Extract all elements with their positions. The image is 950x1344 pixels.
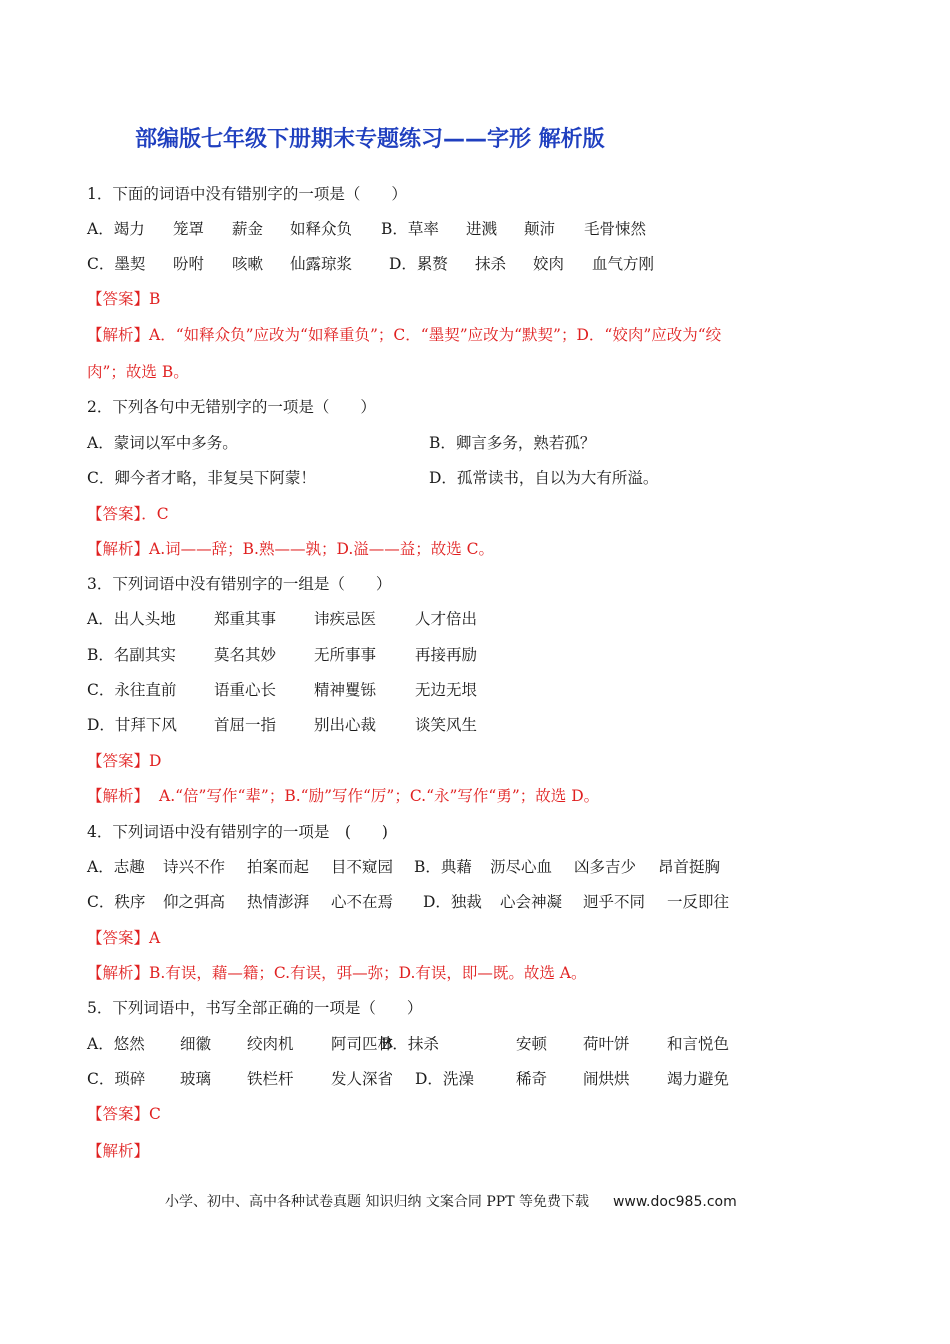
q1-r1-opt: 颠沛: [524, 220, 556, 238]
q5-r1-opt: 绞肉机: [247, 1035, 294, 1053]
q5-r1-opt: 阿司匹林: [331, 1035, 394, 1053]
q4-analysis: [87, 963, 587, 983]
q3-answer: [87, 751, 161, 771]
q5-r1-opt: 细徽: [180, 1035, 212, 1053]
q1-r2-opt: 姣肉: [533, 255, 565, 273]
q4-answer: [87, 928, 160, 948]
q4-stem: 4．下列词语中没有错别字的一项是 ( ): [87, 823, 388, 841]
q3-opt: A．出人头地: [87, 610, 176, 628]
q3-opt: 郑重其事: [214, 610, 277, 628]
q4-r1-opt: 昂首挺胸: [658, 858, 721, 876]
q3-opt: 人才倍出: [415, 610, 478, 628]
q4-r2-opt: 一反即往: [667, 893, 730, 911]
q1-answer: [87, 289, 160, 309]
q3-opt: 语重心长: [214, 681, 277, 699]
q1-r2-opt: 抹杀: [475, 255, 507, 273]
q3-opt: 讳疾忌医: [314, 610, 377, 628]
q5-r1-opt: 安顿: [516, 1035, 548, 1053]
q4-r1-opt: 拍案而起: [247, 858, 310, 876]
analysis-text: A．“如释众负”应改为“如释重负”；C．“墨契”应改为“默契”；D．“姣肉”应改为“绞: [149, 326, 722, 344]
q3-opt: D．甘拜下风: [87, 716, 177, 734]
q3-opt: B．名副其实: [87, 646, 176, 664]
q2-opt-d: D．孤常读书，自以为大有所溢。: [429, 469, 659, 487]
analysis-text: A.词——辞；B.熟——孰；D.溢——益；故选 C。: [149, 540, 495, 558]
q2-analysis: [87, 539, 494, 559]
answer-tag: 【答案】: [87, 290, 150, 308]
analysis-tag: 【解析】: [87, 1142, 150, 1160]
q1-r2-opt: D．累赘: [389, 255, 448, 273]
q4-r2-opt: 迥乎不同: [583, 893, 646, 911]
q4-r2-opt: 心不在焉: [331, 893, 394, 911]
q4-r1-opt: 沥尽心血: [490, 858, 553, 876]
answer-value: B: [149, 290, 161, 308]
q1-stem: 1．下面的词语中没有错别字的一项是（ ）: [87, 185, 407, 203]
q4-r1-opt: 目不窥园: [331, 858, 394, 876]
analysis-tag: 【解析】: [87, 326, 150, 344]
answer-tag: 【答案】: [87, 752, 150, 770]
q1-r1-opt: 笼罩: [173, 220, 205, 238]
q3-opt: 无所事事: [314, 646, 377, 664]
analysis-tag: 【解析】: [87, 540, 150, 558]
q2-opt-b: B．卿言多务，熟若孤？: [429, 434, 596, 452]
q2-opt-a: A．蒙词以军中多务。: [87, 434, 238, 452]
q1-r1-opt: 毛骨悚然: [584, 220, 647, 238]
q1-r2-opt: 吩咐: [173, 255, 205, 273]
q4-r2-opt: 热情澎湃: [247, 893, 310, 911]
answer-tag: 【答案】: [87, 505, 142, 523]
q4-r1-opt: A．志趣: [87, 858, 145, 876]
answer-value: C: [149, 1105, 161, 1123]
q3-stem: 3．下列词语中没有错别字的一组是（ ）: [87, 575, 392, 593]
q5-r1-opt: A．悠然: [87, 1035, 145, 1053]
q3-opt: 精神矍铄: [314, 681, 377, 699]
q2-stem: 2．下列各句中无错别字的一项是（ ）: [87, 398, 376, 416]
q1-r1-opt: A．竭力: [87, 220, 145, 238]
q5-r2-opt: 铁栏杆: [247, 1070, 294, 1088]
q5-r2-opt: 闹烘烘: [583, 1070, 630, 1088]
q3-opt: 别出心裁: [314, 716, 377, 734]
answer-value: A: [149, 929, 161, 947]
q1-r1-opt: 如释众负: [290, 220, 353, 238]
q3-opt: 莫名其妙: [214, 646, 277, 664]
q3-opt: C．永往直前: [87, 681, 177, 699]
q4-r2-opt: 心会神凝: [500, 893, 563, 911]
q2-answer: [87, 504, 169, 524]
q1-r2-opt: 咳嗽: [232, 255, 264, 273]
answer-value: D: [149, 752, 162, 770]
footer-text: 小学、初中、高中各种试卷真题 知识归纳 文案合同 PPT 等免费下载: [165, 1194, 589, 1210]
q5-r2-opt: 玻璃: [180, 1070, 212, 1088]
q1-r2-opt: 仙露琼浆: [290, 255, 353, 273]
q5-r1-opt: B．抹杀: [381, 1035, 439, 1053]
q1-r2-opt: 血气方刚: [592, 255, 655, 273]
footer-url[interactable]: www.doc985.com: [612, 1194, 737, 1210]
page-title: 部编版七年级下册期末专题练习——字形 解析版: [135, 127, 605, 152]
q5-r2-opt: 竭力避免: [667, 1070, 730, 1088]
q3-analysis: [87, 786, 599, 806]
answer-tag: 【答案】: [87, 929, 150, 947]
q4-r2-opt: 仰之弭高: [163, 893, 226, 911]
analysis-tag: 【解析】: [87, 964, 150, 982]
q5-r2-opt: 稀奇: [516, 1070, 548, 1088]
q1-analysis-cont: 肉”；故选 B。: [87, 363, 189, 381]
q5-r1-opt: 和言悦色: [667, 1035, 730, 1053]
q4-r2-opt: C．秩序: [87, 893, 146, 911]
q5-analysis: [87, 1141, 149, 1161]
answer-tag: 【答案】: [87, 1105, 150, 1123]
analysis-tag: 【解析】: [87, 787, 150, 805]
q1-r1-opt: 薪金: [232, 220, 264, 238]
answer-value: ．C: [141, 505, 169, 523]
q3-opt: 首屈一指: [214, 716, 277, 734]
q5-r2-opt: D．洗澡: [415, 1070, 474, 1088]
analysis-text: B.有误，藉—籍；C.有误，弭—弥；D.有误，即—既。故选 A。: [149, 964, 587, 982]
q4-r1-opt: B．典藉: [414, 858, 472, 876]
q1-r2-opt: C．墨契: [87, 255, 146, 273]
q4-r1-opt: 诗兴不作: [163, 858, 226, 876]
page-footer: [165, 1191, 737, 1211]
q1-r1-opt: B．草率: [381, 220, 439, 238]
q3-opt: 谈笑风生: [415, 716, 478, 734]
q5-r1-opt: 荷叶饼: [583, 1035, 630, 1053]
q5-r2-opt: C．琐碎: [87, 1070, 146, 1088]
analysis-text: A.“倍”写作“辈”；B.“励”写作“厉”；C.“永”写作“勇”；故选 D。: [159, 787, 600, 805]
q4-r2-opt: D．独裁: [423, 893, 482, 911]
q4-r1-opt: 凶多吉少: [574, 858, 637, 876]
q2-opt-c: C．卿今者才略，非复吴下阿蒙！: [87, 469, 316, 487]
q3-opt: 再接再励: [415, 646, 478, 664]
q3-opt: 无边无垠: [415, 681, 478, 699]
q5-answer: [87, 1104, 161, 1124]
q1-analysis: [87, 325, 721, 345]
q1-r1-opt: 进溅: [466, 220, 498, 238]
q5-r2-opt: 发人深省: [331, 1070, 394, 1088]
q5-stem: 5．下列词语中，书写全部正确的一项是（ ）: [87, 999, 423, 1017]
